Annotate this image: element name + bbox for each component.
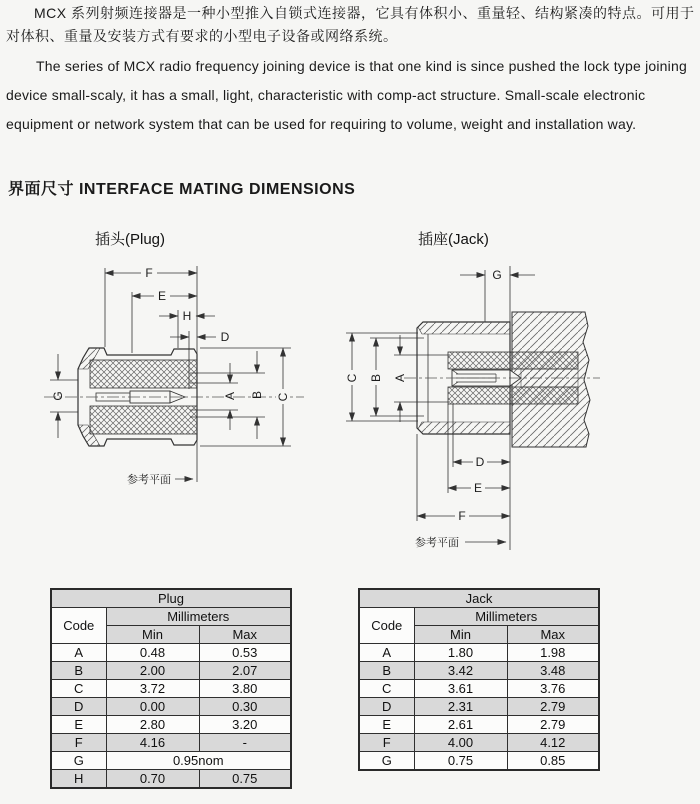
table-cell: 2.79 bbox=[507, 716, 599, 734]
plug-body-section bbox=[44, 348, 304, 446]
plug-dim-label-c: C bbox=[276, 392, 290, 402]
plug-dimension-table bbox=[50, 588, 292, 789]
column-header-unit: Millimeters bbox=[414, 608, 599, 626]
table-cell: 0.95nom bbox=[106, 752, 291, 770]
table-cell: F bbox=[51, 734, 106, 752]
table-cell: 3.20 bbox=[199, 716, 291, 734]
jack-reference-plane-label: 参考平面 bbox=[415, 537, 459, 549]
table-cell: 2.79 bbox=[507, 698, 599, 716]
table-row bbox=[51, 734, 291, 752]
table-row bbox=[359, 698, 599, 716]
table-row bbox=[51, 698, 291, 716]
table-row bbox=[51, 716, 291, 734]
table-row bbox=[359, 680, 599, 698]
jack-drawing bbox=[338, 252, 683, 562]
plug-dim-label-h: H bbox=[182, 309, 192, 323]
jack-dim-label-a: A bbox=[393, 373, 407, 383]
plug-figure-title: 插头(Plug) bbox=[95, 231, 166, 248]
table-cell: 4.16 bbox=[106, 734, 199, 752]
table-cell: 3.42 bbox=[414, 662, 507, 680]
table-title: Jack bbox=[359, 589, 599, 608]
table-row bbox=[359, 734, 599, 752]
table-cell: 1.80 bbox=[414, 644, 507, 662]
table-cell: H bbox=[51, 770, 106, 789]
table-cell: 0.85 bbox=[507, 752, 599, 771]
jack-dim-label-b: B bbox=[369, 373, 383, 383]
table-row bbox=[51, 662, 291, 680]
table-title-row bbox=[51, 589, 291, 608]
intro-english: The series of MCX radio frequency joining device is that one kind is since pushed the lock type joining device small-scaly, it has a small, light, characteristic with comp-act structure. Small-scale electronic equipment or network system that can be used for requiring to volume, weight and installation way. bbox=[6, 58, 687, 132]
table-cell: 0.00 bbox=[106, 698, 199, 716]
table-row bbox=[51, 752, 291, 770]
plug-insulator-bottom bbox=[90, 406, 197, 434]
table-cell: 1.98 bbox=[507, 644, 599, 662]
plug-dim-label-b: B bbox=[250, 390, 264, 400]
table-cell: - bbox=[199, 734, 291, 752]
plug-insulator-top bbox=[90, 360, 197, 388]
table-cell: 3.61 bbox=[414, 680, 507, 698]
table-cell: 2.31 bbox=[414, 698, 507, 716]
plug-dim-label-f: F bbox=[145, 266, 153, 280]
jack-insulator-top bbox=[448, 352, 578, 369]
table-header-row bbox=[359, 608, 599, 626]
table-cell: 0.30 bbox=[199, 698, 291, 716]
table-cell: 4.00 bbox=[414, 734, 507, 752]
table-cell: G bbox=[359, 752, 414, 771]
jack-dim-label-c: C bbox=[345, 373, 359, 383]
plug-dim-label-e: E bbox=[157, 289, 167, 303]
table-row bbox=[51, 644, 291, 662]
table-row bbox=[359, 662, 599, 680]
table-cell: 3.80 bbox=[199, 680, 291, 698]
table-cell: 0.75 bbox=[199, 770, 291, 789]
column-header-code: Code bbox=[359, 608, 414, 644]
column-header-unit: Millimeters bbox=[106, 608, 291, 626]
table-cell: 3.76 bbox=[507, 680, 599, 698]
table-cell: B bbox=[51, 662, 106, 680]
table-cell: A bbox=[51, 644, 106, 662]
table-cell: 3.72 bbox=[106, 680, 199, 698]
jack-figure-title: 插座(Jack) bbox=[418, 231, 489, 248]
section-heading-zh: 界面尺寸 bbox=[8, 181, 75, 198]
jack-dim-label-d: D bbox=[475, 455, 485, 469]
table-cell: F bbox=[359, 734, 414, 752]
jack-body-section bbox=[404, 312, 600, 447]
section-heading-en: INTERFACE MATING DIMENSIONS bbox=[78, 181, 356, 198]
table-cell: E bbox=[51, 716, 106, 734]
table-row bbox=[359, 644, 599, 662]
table-cell: 2.80 bbox=[106, 716, 199, 734]
table-cell: 0.53 bbox=[199, 644, 291, 662]
table-cell: E bbox=[359, 716, 414, 734]
table-cell: C bbox=[51, 680, 106, 698]
jack-dimension-table bbox=[358, 588, 600, 771]
table-cell: B bbox=[359, 662, 414, 680]
table-row bbox=[51, 770, 291, 789]
table-cell: 2.00 bbox=[106, 662, 199, 680]
jack-dim-label-g: G bbox=[492, 268, 502, 282]
column-header-max: Max bbox=[199, 626, 291, 644]
jack-shell-wall-bottom bbox=[418, 422, 510, 434]
jack-shell-wall-top bbox=[418, 322, 510, 334]
table-cell: 0.70 bbox=[106, 770, 199, 789]
jack-dim-label-e: E bbox=[473, 481, 483, 495]
column-header-min: Min bbox=[106, 626, 199, 644]
table-row bbox=[359, 752, 599, 771]
table-cell: 2.07 bbox=[199, 662, 291, 680]
column-header-min: Min bbox=[414, 626, 507, 644]
table-cell: 0.75 bbox=[414, 752, 507, 771]
table-header-row bbox=[51, 608, 291, 626]
table-cell: 2.61 bbox=[414, 716, 507, 734]
intro-chinese: MCX 系列射频连接器是一种小型推入自锁式连接器，它具有体积小、重量轻、结构紧凑的特点。可用于对体积、重量及安装方式有要求的小型电子设备或网络系统。 bbox=[6, 5, 695, 44]
plug-drawing bbox=[32, 252, 317, 497]
intro-block bbox=[6, 2, 696, 139]
plug-dim-label-a: A bbox=[223, 391, 237, 401]
table-title-row bbox=[359, 589, 599, 608]
table-row bbox=[359, 716, 599, 734]
plug-dim-label-g: G bbox=[51, 391, 65, 401]
table-cell: 4.12 bbox=[507, 734, 599, 752]
jack-insulator-bottom bbox=[448, 387, 578, 404]
table-title: Plug bbox=[51, 589, 291, 608]
plug-dim-label-d: D bbox=[220, 330, 230, 344]
table-row bbox=[51, 680, 291, 698]
plug-reference-plane-label: 参考平面 bbox=[127, 474, 171, 486]
table-cell: A bbox=[359, 644, 414, 662]
jack-dim-label-f: F bbox=[458, 509, 466, 523]
column-header-max: Max bbox=[507, 626, 599, 644]
table-cell: D bbox=[359, 698, 414, 716]
table-cell: C bbox=[359, 680, 414, 698]
table-cell: 3.48 bbox=[507, 662, 599, 680]
section-heading bbox=[8, 176, 355, 199]
column-header-code: Code bbox=[51, 608, 106, 644]
table-cell: 0.48 bbox=[106, 644, 199, 662]
table-cell: G bbox=[51, 752, 106, 770]
table-cell: D bbox=[51, 698, 106, 716]
jack-contact-rear-hatch bbox=[521, 369, 578, 387]
